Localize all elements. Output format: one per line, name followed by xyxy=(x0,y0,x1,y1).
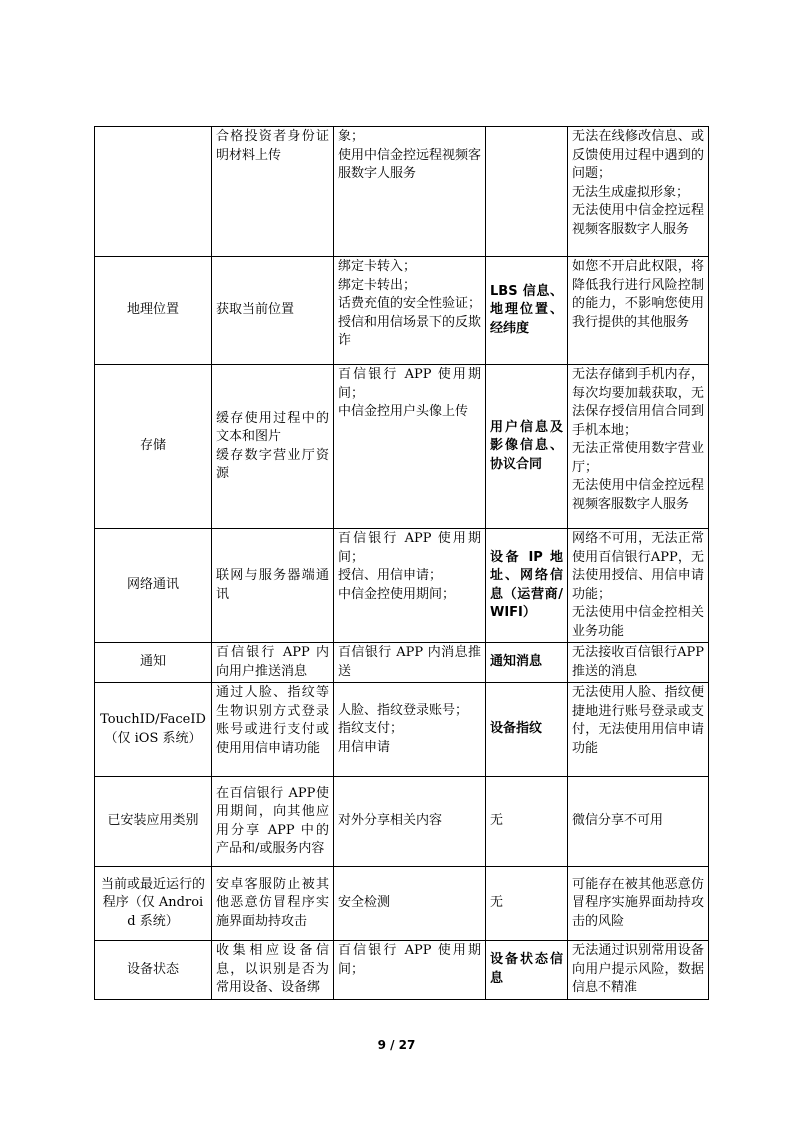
cell-purpose xyxy=(334,127,486,257)
cell-line: 网络不可用，无法正常使用百信银行APP，无法使用授信、用信申请功能； xyxy=(572,531,704,602)
cell-scenario xyxy=(212,941,334,1000)
cell-line: 象； xyxy=(338,129,365,144)
permission-table xyxy=(94,126,709,1000)
cell-line: 绑定卡转出； xyxy=(338,277,417,293)
cell-line: 如您不开启此权限，将降低我行进行风险控制的能力，不影响您使用我行提供的其他服务 xyxy=(572,259,704,330)
cell-line: 通过人脸、指纹等生物识别方式登录账号或进行支付或使用用信申请功能 xyxy=(216,685,329,756)
cell-line: 中信金控用户头像上传 xyxy=(338,404,469,419)
cell-impact xyxy=(568,365,709,529)
cell-function: 当前或最近运行的程序（仅 Android 系统） xyxy=(95,867,212,941)
cell-line: 对外分享相关内容 xyxy=(338,813,443,829)
cell-line: 可能存在被其他恶意仿冒程序实施界面劫持攻击的风险 xyxy=(572,876,704,929)
cell-line: 安卓客服防止被其他恶意仿冒程序实施界面劫持攻击 xyxy=(216,876,329,929)
cell-line: 用信申请 xyxy=(338,739,391,755)
table-row xyxy=(95,683,709,777)
cell-info: LBS 信息、地理位置、经纬度 xyxy=(486,257,568,365)
cell-line: 指纹支付； xyxy=(338,721,404,737)
cell-scenario xyxy=(212,683,334,777)
cell-function: 已安装应用类别 xyxy=(95,777,212,867)
cell-function: 网络通讯 xyxy=(95,529,212,643)
cell-info: 无 xyxy=(486,777,568,867)
cell-purpose xyxy=(334,867,486,941)
cell-scenario xyxy=(212,867,334,941)
cell-line: 无法接收百信银行APP 推送的消息 xyxy=(572,645,704,679)
table-row xyxy=(95,941,709,1000)
cell-purpose xyxy=(334,643,486,683)
permission-table-body xyxy=(95,127,709,1000)
table-row xyxy=(95,365,709,529)
cell-impact xyxy=(568,257,709,365)
cell-line: 无法通过识别常用设备向用户提示风险，数据信息不精准 xyxy=(572,943,704,995)
cell-scenario xyxy=(212,127,334,257)
table-row xyxy=(95,127,709,257)
cell-line: 联网与服务器端通讯 xyxy=(216,568,329,602)
cell-line: 无法使用人脸、指纹便捷地进行账号登录或支付，无法使用用信申请功能 xyxy=(572,685,704,756)
cell-line: 无法正常使用数字营业厅； xyxy=(572,441,704,475)
cell-info: 设备 IP 地址、网络信息（运营商/WIFI） xyxy=(486,529,568,643)
table-row xyxy=(95,529,709,643)
cell-info: 通知消息 xyxy=(486,643,568,683)
cell-line: 无法在线修改信息、或反馈使用过程中遇到的问题； xyxy=(572,129,704,181)
cell-purpose xyxy=(334,941,486,1000)
cell-info: 设备状态信息 xyxy=(486,941,568,1000)
cell-line: 中信金控使用期间； xyxy=(338,586,456,602)
cell-line: 缓存数字营业厅资源 xyxy=(216,447,329,481)
table-row xyxy=(95,867,709,941)
cell-line: 百信银行 APP 内向用户推送消息 xyxy=(216,645,329,679)
cell-line: 无法使用中信金控远程视频客服数字人服务 xyxy=(572,478,704,512)
cell-line: 缓存使用过程中的文本和图片 xyxy=(216,410,329,444)
cell-line: 合格投资者身份证明材料上传 xyxy=(216,129,329,163)
cell-line: 无法生成虚拟形象； xyxy=(572,184,690,200)
cell-impact xyxy=(568,127,709,257)
table-row xyxy=(95,777,709,867)
cell-line: 百信银行 APP 使用期间； xyxy=(338,531,481,565)
cell-scenario xyxy=(212,643,334,683)
cell-scenario xyxy=(212,257,334,365)
cell-line: 百信银行 APP 使用期间； xyxy=(338,943,481,977)
cell-impact xyxy=(568,683,709,777)
cell-line: 话费充值的安全性验证； xyxy=(338,296,482,311)
cell-purpose xyxy=(334,529,486,643)
cell-line: 使用中信金控远程视频客服数字人服务 xyxy=(338,147,482,181)
cell-line: 无法使用中信金控远程视频客服数字人服务 xyxy=(572,203,704,237)
cell-scenario xyxy=(212,365,334,529)
cell-scenario xyxy=(212,777,334,867)
cell-purpose xyxy=(334,683,486,777)
cell-impact xyxy=(568,867,709,941)
cell-line: 绑定卡转入； xyxy=(338,259,417,274)
cell-line: 无法存储到手机内存，每次均要加载获取，无法保存授信用信合同到手机本地； xyxy=(572,367,704,438)
cell-function: 设备状态 xyxy=(95,941,212,1000)
cell-function xyxy=(95,127,212,257)
cell-line: 授信、用信申请； xyxy=(338,568,443,583)
cell-line: 安全检测 xyxy=(338,895,391,911)
cell-line: 人脸、指纹登录账号； xyxy=(338,702,469,718)
cell-line: 授信和用信场景下的反欺诈 xyxy=(338,314,482,348)
cell-line: 在百信银行 APP使用期间，向其他应用分享 APP 中的产品和/或服务内容 xyxy=(216,785,329,856)
cell-info: 用户信息及影像信息、协议合同 xyxy=(486,365,568,529)
cell-line: 微信分享不可用 xyxy=(572,813,664,829)
cell-purpose xyxy=(334,777,486,867)
cell-function: 通知 xyxy=(95,643,212,683)
cell-impact xyxy=(568,529,709,643)
cell-line: 百信银行 APP 使用期间； xyxy=(338,367,481,401)
cell-line: 百信银行 APP 内消息推送 xyxy=(338,645,481,679)
cell-info xyxy=(486,127,568,257)
cell-line: 收集相应设备信息，以识别是否为常用设备、设备绑 xyxy=(216,943,329,995)
cell-purpose xyxy=(334,257,486,365)
table-row xyxy=(95,257,709,365)
cell-impact xyxy=(568,941,709,1000)
cell-impact xyxy=(568,643,709,683)
cell-info: 无 xyxy=(486,867,568,941)
cell-function: TouchID/FaceID（仅 iOS 系统） xyxy=(95,683,212,777)
cell-info: 设备指纹 xyxy=(486,683,568,777)
cell-function: 地理位置 xyxy=(95,257,212,365)
cell-scenario xyxy=(212,529,334,643)
cell-function: 存储 xyxy=(95,365,212,529)
cell-impact xyxy=(568,777,709,867)
page-number: 9 / 27 xyxy=(377,1038,416,1052)
table-row xyxy=(95,643,709,683)
cell-line: 获取当前位置 xyxy=(216,302,295,318)
cell-purpose xyxy=(334,365,486,529)
cell-line: 无法使用中信金控相关业务功能 xyxy=(572,605,704,639)
